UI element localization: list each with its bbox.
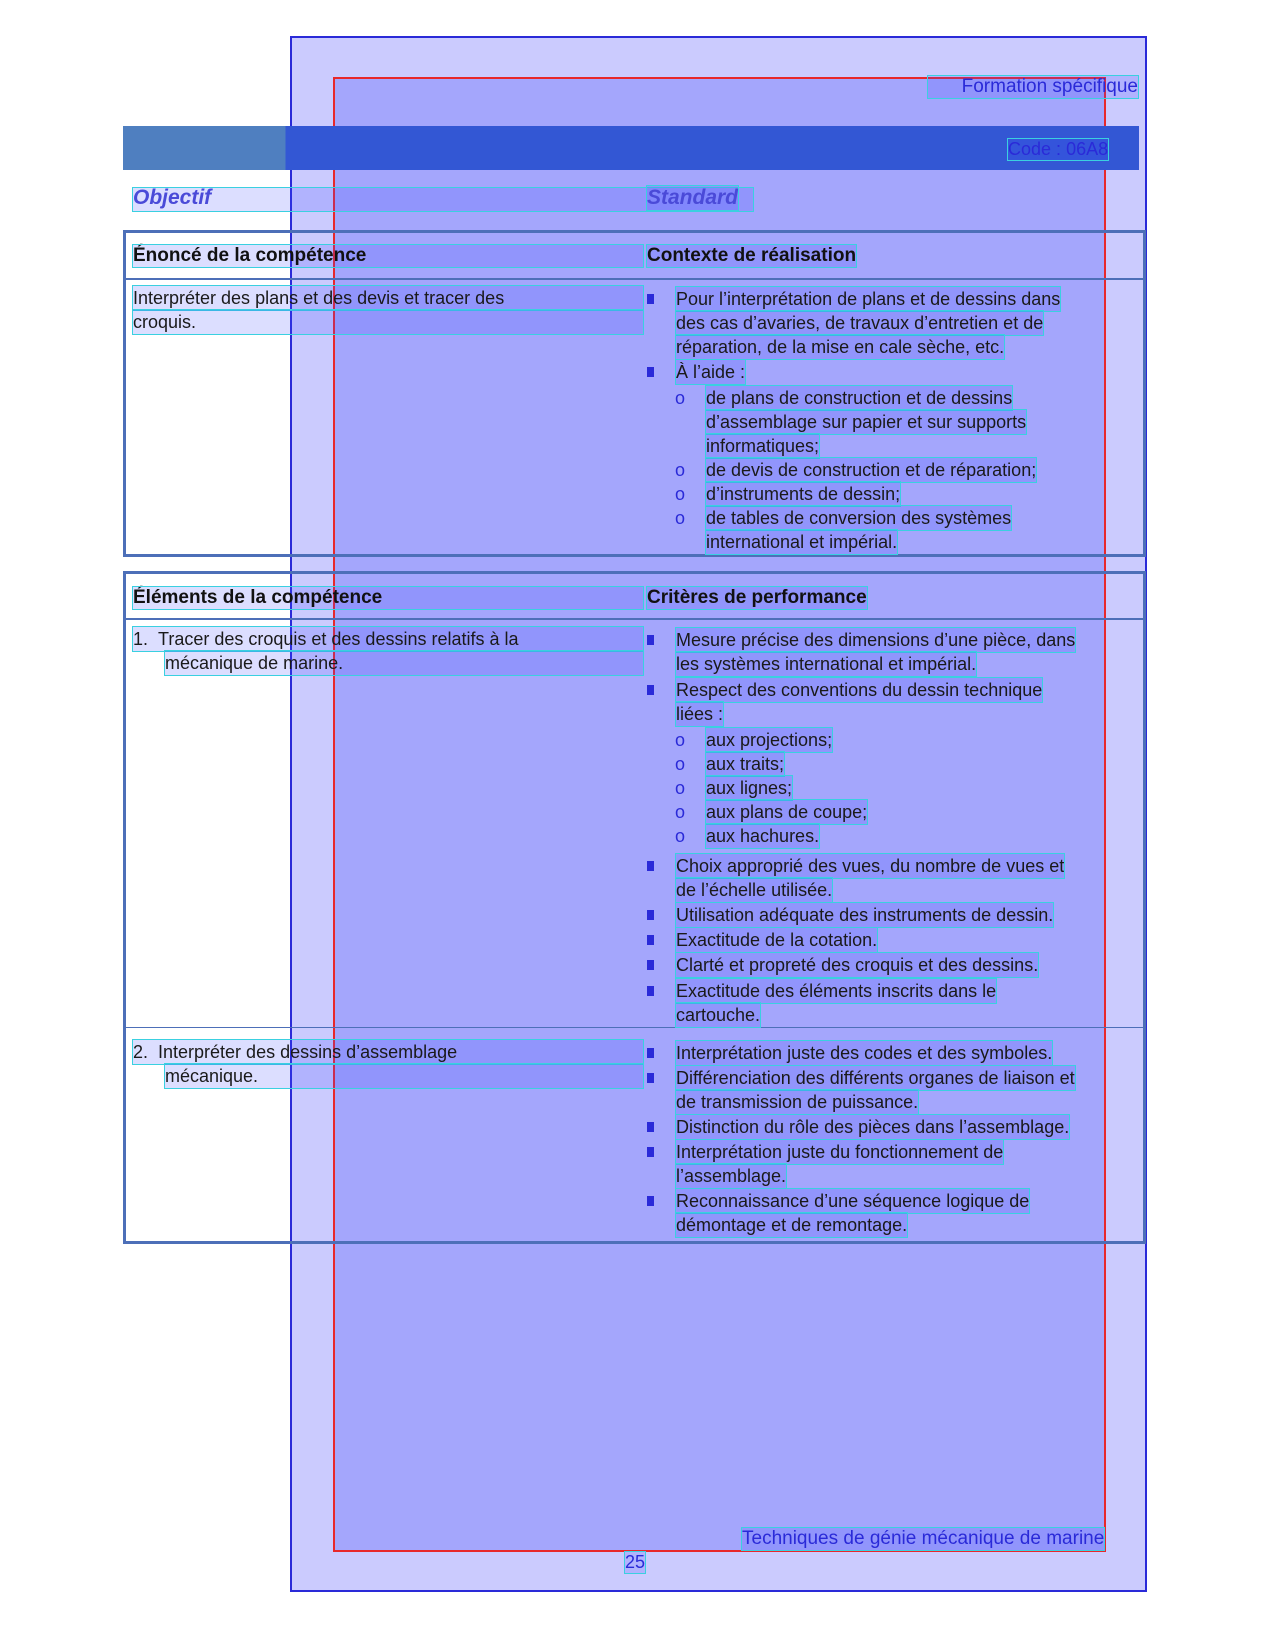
code-value: 06A8 <box>1066 139 1109 159</box>
critere-2-sub-4: o aux plans de coupe; <box>706 800 867 824</box>
critere-2-3: Distinction du rôle des pièces dans l’assemblage. <box>676 1117 1070 1137</box>
critere-5: Exactitude de la cotation. <box>676 930 878 950</box>
critere-1-line-2: les systèmes international et impérial. <box>676 654 977 674</box>
section-head-divider <box>126 278 1143 280</box>
critere-2: Respect des conventions du dessin technique <box>676 680 1043 700</box>
critere-2-2: Différenciation des différents organes de liaison et <box>676 1068 1075 1088</box>
elements-heading: Éléments de la compétence <box>133 587 643 609</box>
critere-2-1: Interprétation juste des codes et des symboles. <box>676 1043 1053 1063</box>
critere-2-sub-2: o aux traits; <box>706 752 784 776</box>
enonce-line-1: Interpréter des plans et des devis et tracer des <box>133 286 643 310</box>
contexte-item-1-line-2: des cas d’avaries, de travaux d’entretien et de <box>676 313 1044 333</box>
contexte-subitem-1-line-3: informatiques; <box>706 436 820 456</box>
contexte-subitem-4: o de tables de conversion des systèmes <box>706 506 1011 530</box>
critere-2-sub-1: o aux projections; <box>706 728 832 752</box>
code-label <box>1008 139 1108 160</box>
critere-2-line-2: liées : <box>676 704 724 724</box>
standard-heading: Standard <box>647 186 739 209</box>
element-row-divider <box>126 1027 1143 1028</box>
contexte-subitem-1-line-2: d’assemblage sur papier et sur supports <box>706 412 1027 432</box>
critere-2-2-line-2: de transmission de puissance. <box>676 1092 919 1112</box>
contexte-subitem-2: o de devis de construction et de réparation; <box>706 458 1036 482</box>
code-band <box>123 126 1139 170</box>
code-prefix: Code : <box>1008 139 1062 159</box>
critere-7: Exactitude des éléments inscrits dans le <box>676 981 997 1001</box>
critere-2-4: Interprétation juste du fonctionnement de <box>676 1142 1004 1162</box>
contexte-heading: Contexte de réalisation <box>647 245 857 266</box>
critere-2-5: Reconnaissance d’une séquence logique de <box>676 1191 1030 1211</box>
contexte-subitem-4-line-2: international et impérial. <box>706 532 898 552</box>
contexte-item-1-line-3: réparation, de la mise en cale sèche, etc. <box>676 337 1005 357</box>
page-number: 25 <box>625 1552 646 1572</box>
critere-2-sub-5: o aux hachures. <box>706 824 819 848</box>
critere-6: Clarté et propreté des croquis et des dessins. <box>676 955 1039 975</box>
objectif-heading: Objectif <box>133 186 212 209</box>
element-2-line-2: mécanique. <box>165 1064 643 1088</box>
formation-label: Formation spécifique <box>928 76 1138 98</box>
section-head-divider <box>126 618 1143 620</box>
enonce-line-2: croquis. <box>133 310 643 334</box>
criteres-heading: Critères de performance <box>647 587 867 608</box>
element-2-line-1: 2. Interpréter des dessins d’assemblage <box>133 1040 643 1064</box>
critere-1: Mesure précise des dimensions d’une pièce, dans <box>676 630 1076 650</box>
footer-program-title: Techniques de génie mécanique de marine <box>742 1528 1105 1549</box>
contexte-subitem-3: o d’instruments de dessin; <box>706 482 900 506</box>
contexte-item-1: Pour l’interprétation de plans et de dessins dans <box>676 289 1061 309</box>
critere-7-line-2: cartouche. <box>676 1005 761 1025</box>
critere-4: Utilisation adéquate des instruments de dessin. <box>676 905 1054 925</box>
critere-2-5-line-2: démontage et de remontage. <box>676 1215 908 1235</box>
critere-3: Choix approprié des vues, du nombre de vues et <box>676 856 1065 876</box>
element-1-line-2: mécanique de marine. <box>165 651 643 675</box>
enonce-heading: Énoncé de la compétence <box>133 245 643 267</box>
contexte-item-2: À l’aide : <box>676 362 746 382</box>
critere-3-line-2: de l’échelle utilisée. <box>676 880 833 900</box>
element-1-line-1: 1. Tracer des croquis et des dessins relatifs à la <box>133 627 643 651</box>
critere-2-4-line-2: l’assemblage. <box>676 1166 787 1186</box>
critere-2-sub-3: o aux lignes; <box>706 776 792 800</box>
contexte-subitem-1: o de plans de construction et de dessins <box>706 386 1012 410</box>
